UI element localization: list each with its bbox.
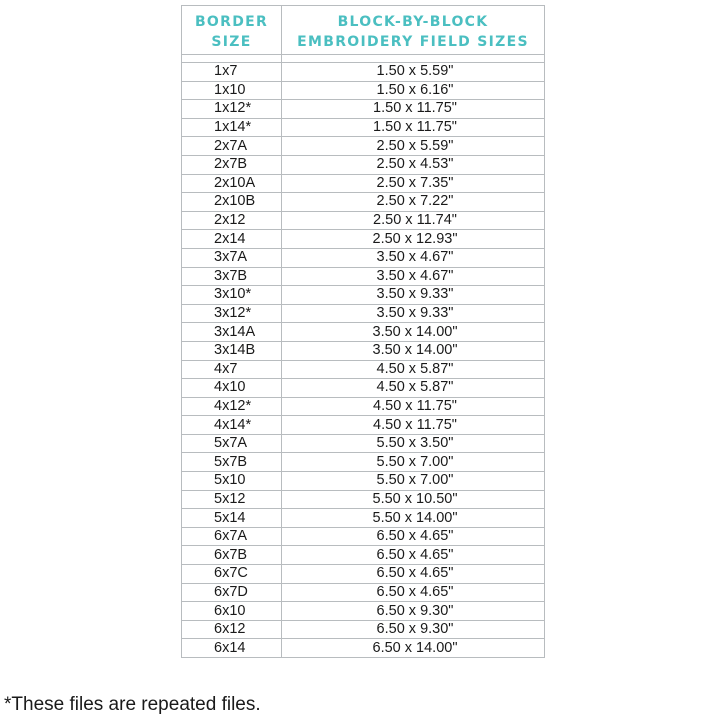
border-size-cell: 6x7D <box>182 583 282 602</box>
border-size-cell: 6x7B <box>182 546 282 565</box>
field-size-cell: 2.50 x 11.74" <box>282 211 545 230</box>
header-border-size <box>182 6 282 55</box>
table-row <box>182 341 545 360</box>
table-row <box>182 639 545 658</box>
field-size-cell: 3.50 x 9.33" <box>282 304 545 323</box>
border-size-cell: 6x12 <box>182 620 282 639</box>
table-row <box>182 602 545 621</box>
border-size-cell: 3x7B <box>182 267 282 286</box>
embroidery-size-table <box>181 5 545 658</box>
field-size-cell: 3.50 x 4.67" <box>282 267 545 286</box>
border-size-cell: 3x14A <box>182 323 282 342</box>
table-row <box>182 379 545 398</box>
border-size-cell: 4x7 <box>182 360 282 379</box>
table-row <box>182 137 545 156</box>
field-size-cell: 3.50 x 4.67" <box>282 248 545 267</box>
border-size-cell: 3x14B <box>182 341 282 360</box>
table-row <box>182 546 545 565</box>
border-size-cell: 1x14* <box>182 118 282 137</box>
border-size-cell: 3x7A <box>182 248 282 267</box>
field-size-cell: 4.50 x 5.87" <box>282 379 545 398</box>
border-size-cell: 2x7A <box>182 137 282 156</box>
border-size-cell: 5x7B <box>182 453 282 472</box>
table-row <box>182 81 545 100</box>
field-size-cell: 4.50 x 5.87" <box>282 360 545 379</box>
field-size-cell: 3.50 x 14.00" <box>282 323 545 342</box>
field-size-cell: 6.50 x 9.30" <box>282 602 545 621</box>
border-size-cell: 2x10B <box>182 193 282 212</box>
border-size-cell: 2x7B <box>182 155 282 174</box>
field-size-cell: 4.50 x 11.75" <box>282 416 545 435</box>
table-row <box>182 434 545 453</box>
border-size-cell: 5x12 <box>182 490 282 509</box>
header-border-size-line2: SIZE <box>211 33 252 50</box>
border-size-cell: 1x10 <box>182 81 282 100</box>
table-row <box>182 211 545 230</box>
field-size-cell: 2.50 x 7.22" <box>282 193 545 212</box>
table-row <box>182 416 545 435</box>
border-size-cell: 1x7 <box>182 63 282 82</box>
border-size-cell: 2x14 <box>182 230 282 249</box>
field-size-cell: 3.50 x 14.00" <box>282 341 545 360</box>
table-row <box>182 583 545 602</box>
table-row <box>182 453 545 472</box>
field-size-cell: 2.50 x 4.53" <box>282 155 545 174</box>
border-size-cell: 2x10A <box>182 174 282 193</box>
field-size-cell: 6.50 x 4.65" <box>282 565 545 584</box>
header-field-sizes <box>282 6 545 55</box>
table-row <box>182 63 545 82</box>
border-size-cell: 6x14 <box>182 639 282 658</box>
border-size-cell: 5x14 <box>182 509 282 528</box>
field-size-cell: 2.50 x 5.59" <box>282 137 545 156</box>
field-size-cell: 6.50 x 4.65" <box>282 527 545 546</box>
field-size-cell: 5.50 x 14.00" <box>282 509 545 528</box>
border-size-cell: 6x7A <box>182 527 282 546</box>
table-row <box>182 267 545 286</box>
table-row <box>182 472 545 491</box>
field-size-cell: 1.50 x 5.59" <box>282 63 545 82</box>
table-row <box>182 323 545 342</box>
field-size-cell: 5.50 x 7.00" <box>282 472 545 491</box>
table-row <box>182 509 545 528</box>
header-field-sizes-line2: EMBROIDERY FIELD SIZES <box>297 33 529 50</box>
field-size-cell: 2.50 x 7.35" <box>282 174 545 193</box>
table-row <box>182 360 545 379</box>
field-size-cell: 1.50 x 11.75" <box>282 100 545 119</box>
table-row <box>182 174 545 193</box>
table-row <box>182 397 545 416</box>
field-size-cell: 6.50 x 14.00" <box>282 639 545 658</box>
border-size-cell: 4x12* <box>182 397 282 416</box>
field-size-cell: 2.50 x 12.93" <box>282 230 545 249</box>
field-size-cell: 6.50 x 9.30" <box>282 620 545 639</box>
table-row <box>182 193 545 212</box>
table-row <box>182 155 545 174</box>
header-field-sizes-line1: BLOCK-BY-BLOCK <box>337 13 489 30</box>
border-size-cell: 4x14* <box>182 416 282 435</box>
field-size-cell: 1.50 x 6.16" <box>282 81 545 100</box>
field-size-cell: 6.50 x 4.65" <box>282 546 545 565</box>
table-row <box>182 100 545 119</box>
header-spacer-row <box>182 55 545 63</box>
table-row <box>182 248 545 267</box>
field-size-cell: 5.50 x 10.50" <box>282 490 545 509</box>
header-border-size-line1: BORDER <box>194 13 269 30</box>
table-row <box>182 565 545 584</box>
border-size-cell: 5x10 <box>182 472 282 491</box>
table-header-row <box>182 6 545 55</box>
field-size-cell: 4.50 x 11.75" <box>282 397 545 416</box>
footnote: *These files are repeated files. <box>4 694 261 715</box>
border-size-cell: 1x12* <box>182 100 282 119</box>
border-size-cell: 5x7A <box>182 434 282 453</box>
border-size-cell: 3x12* <box>182 304 282 323</box>
table-row <box>182 620 545 639</box>
table-row <box>182 527 545 546</box>
field-size-cell: 1.50 x 11.75" <box>282 118 545 137</box>
size-table-container <box>181 5 544 658</box>
table-row <box>182 286 545 305</box>
table-row <box>182 304 545 323</box>
table-row <box>182 490 545 509</box>
table-body <box>182 55 545 658</box>
border-size-cell: 6x10 <box>182 602 282 621</box>
field-size-cell: 5.50 x 7.00" <box>282 453 545 472</box>
table-row <box>182 118 545 137</box>
border-size-cell: 2x12 <box>182 211 282 230</box>
border-size-cell: 6x7C <box>182 565 282 584</box>
border-size-cell: 4x10 <box>182 379 282 398</box>
field-size-cell: 5.50 x 3.50" <box>282 434 545 453</box>
border-size-cell: 3x10* <box>182 286 282 305</box>
field-size-cell: 3.50 x 9.33" <box>282 286 545 305</box>
field-size-cell: 6.50 x 4.65" <box>282 583 545 602</box>
table-row <box>182 230 545 249</box>
